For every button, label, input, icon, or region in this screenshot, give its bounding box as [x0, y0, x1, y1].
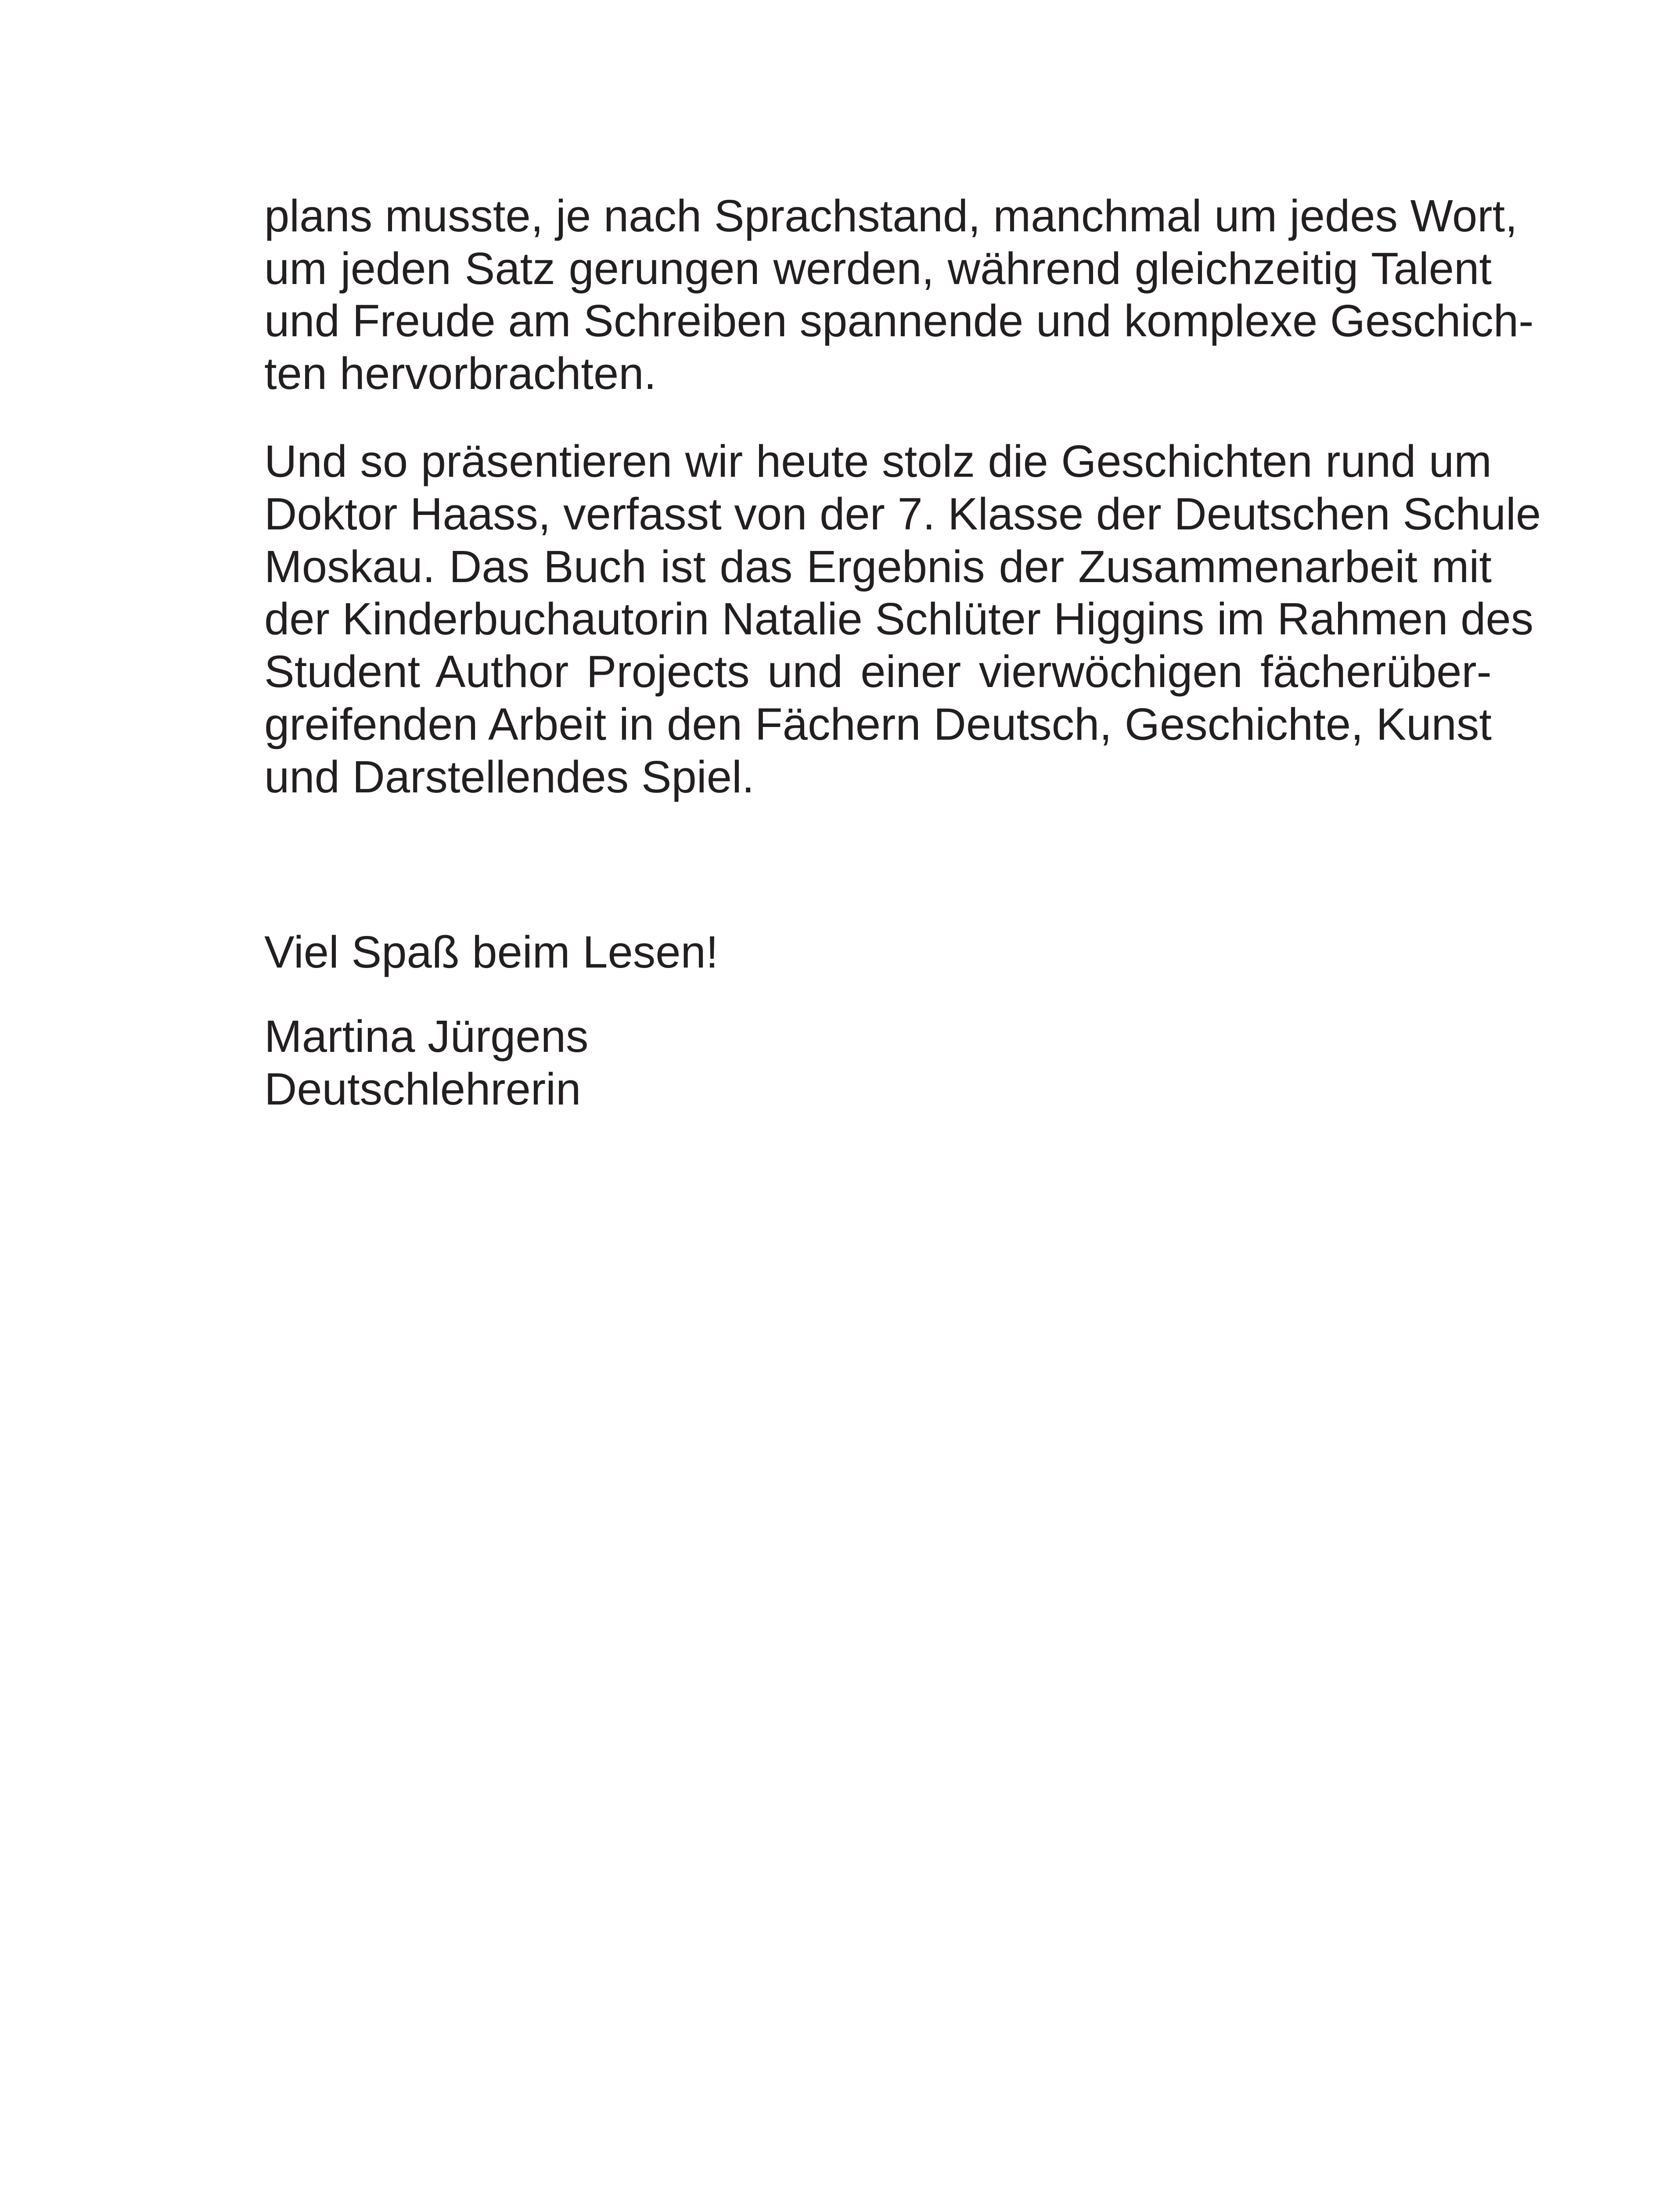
signature-role: Deutschlehrerin	[264, 1064, 581, 1114]
paragraph-line: Doktor Haass, verfasst von der 7. Klasse der Deutschen Schule	[264, 489, 1541, 539]
paragraph-line: Student Author Projects und einer vierwöchigen fächerüber-	[264, 646, 1492, 697]
signature-name: Martina Jürgens	[264, 1011, 589, 1062]
paragraph-line: Und so präsentieren wir heute stolz die Geschichten rund um	[264, 436, 1492, 486]
paragraph-line: greifenden Arbeit in den Fächern Deutsch, Geschichte, Kunst	[264, 699, 1492, 749]
paragraph-line: um jeden Satz gerungen werden, während gleichzeitig Talent	[264, 243, 1492, 294]
paragraph-line: und Darstellendes Spiel.	[264, 752, 755, 802]
paragraph-line: ten hervorbrachten.	[264, 348, 657, 399]
paragraph-line: plans musste, je nach Sprachstand, manchmal um jedes Wort,	[264, 191, 1518, 241]
closing-line: Viel Spaß beim Lesen!	[264, 927, 719, 977]
paragraph-line: und Freude am Schreiben spannende und komplexe Geschich-	[264, 295, 1534, 346]
paragraph-line: Moskau. Das Buch ist das Ergebnis der Zusammenarbeit mit	[264, 541, 1492, 592]
paragraph-line: der Kinderbuchautorin Natalie Schlüter Higgins im Rahmen des	[264, 594, 1534, 644]
